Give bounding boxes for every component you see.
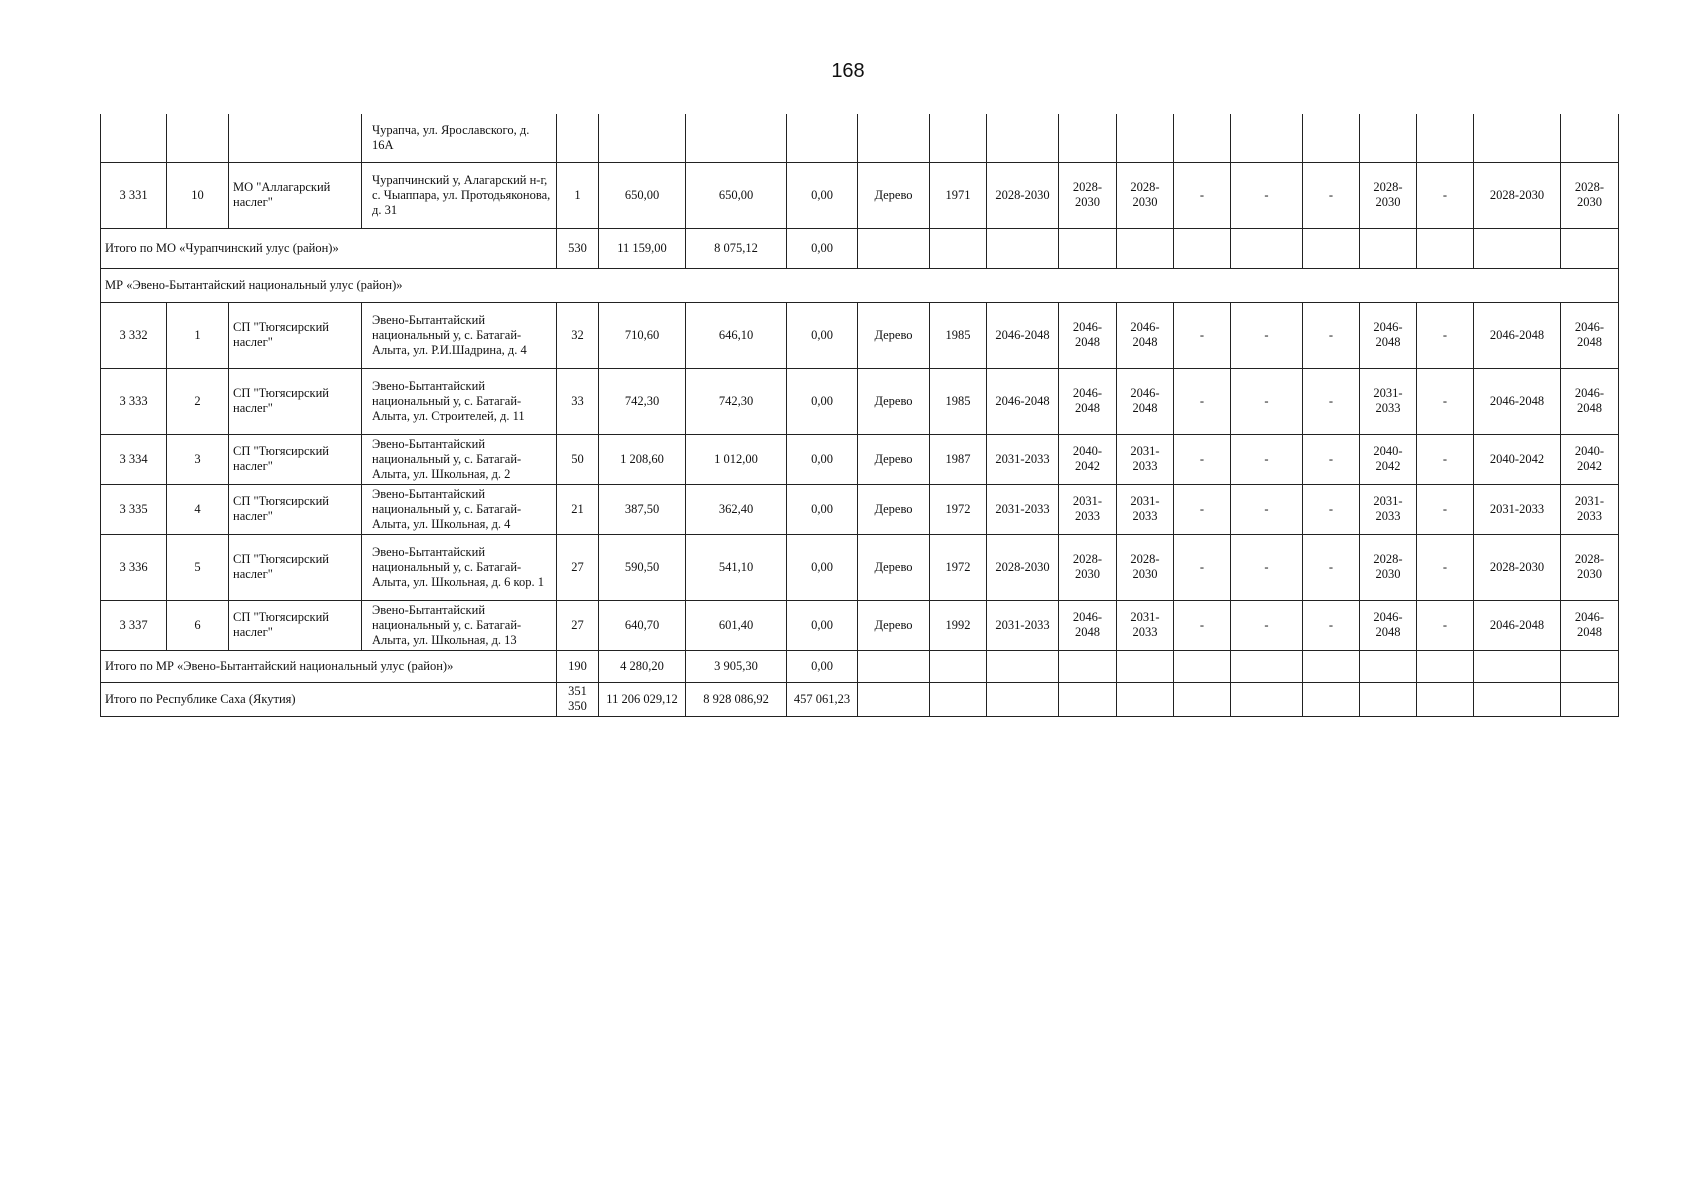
grand-total-total-area: 11 206 029,12 [599,682,686,716]
cell-period-6: - [1303,600,1360,650]
cell-total-area: 590,50 [599,534,686,600]
cell-period-4: - [1174,368,1231,434]
cell-emergency-area: 0,00 [787,484,858,534]
subtotal-total-area: 4 280,20 [599,650,686,682]
page-number: 168 [831,60,865,82]
cell-period-9: 2028-2030 [1474,534,1561,600]
cell-period-8: - [1417,600,1474,650]
cell-period-2: 2031-2033 [1059,484,1117,534]
cell-num: 1 [167,302,229,368]
cell-res-area: 646,10 [686,302,787,368]
cell-address: Эвено-Бытантайский национальный у, с. Батагай-Алыта, ул. Строителей, д. 11 [362,368,557,434]
cell-id: 3 331 [101,162,167,228]
cell-residents: 50 [557,434,599,484]
cell-emergency-area: 0,00 [787,600,858,650]
cell-period-1: 2031-2033 [987,600,1059,650]
cell-period-2: 2046-2048 [1059,600,1117,650]
cell-wall-material: Дерево [858,534,930,600]
housing-register-table [100,114,1619,717]
cell-period-10: 2028-2030 [1561,162,1619,228]
cell-total-area: 650,00 [599,162,686,228]
cell-mo: СП "Тюгясирский наслег" [229,302,362,368]
grand-total-res-area: 8 928 086,92 [686,682,787,716]
subtotal-residents: 190 [557,650,599,682]
cell-period-6: - [1303,162,1360,228]
cell-address: Эвено-Бытантайский национальный у, с. Батагай-Алыта, ул. Школьная, д. 6 кор. 1 [362,534,557,600]
subtotal-res-area: 3 905,30 [686,650,787,682]
cell-num: 10 [167,162,229,228]
cell-period-3: 2031-2033 [1117,484,1174,534]
cell-res-area: 1 012,00 [686,434,787,484]
cell-period-10: 2031-2033 [1561,484,1619,534]
table-row [101,484,1619,534]
cell-period-10: 2040-2042 [1561,434,1619,484]
cell-total-area: 387,50 [599,484,686,534]
table-row-continuation [101,114,1619,162]
cell-period-9: 2028-2030 [1474,162,1561,228]
cell-year: 1992 [930,600,987,650]
cell-year: 1971 [930,162,987,228]
cell-emergency-area: 0,00 [787,534,858,600]
cell-id: 3 333 [101,368,167,434]
cell-period-7: 2040-2042 [1360,434,1417,484]
cell-period-3: 2031-2033 [1117,600,1174,650]
cell-period-5: - [1231,600,1303,650]
cell-period-1: 2031-2033 [987,484,1059,534]
cell-id: 3 335 [101,484,167,534]
cell-total-area: 1 208,60 [599,434,686,484]
cell-period-9: 2040-2042 [1474,434,1561,484]
cell-year: 1985 [930,302,987,368]
cell-mo: СП "Тюгясирский наслег" [229,484,362,534]
cell-period-10: 2028-2030 [1561,534,1619,600]
region-header: МР «Эвено-Бытантайский национальный улус (район)» [101,268,1619,302]
cell-id: 3 334 [101,434,167,484]
cell-year: 1972 [930,534,987,600]
cell-address: Эвено-Бытантайский национальный у, с. Батагай-Алыта, ул. Школьная, д. 4 [362,484,557,534]
cell-res-area: 541,10 [686,534,787,600]
cell-emergency-area: 0,00 [787,302,858,368]
cell-period-7: 2028-2030 [1360,162,1417,228]
cell-id [101,114,167,162]
cell-period-7: 2046-2048 [1360,600,1417,650]
cell-period-3: 2031-2033 [1117,434,1174,484]
cell-mo: СП "Тюгясирский наслег" [229,600,362,650]
cell-period-8: - [1417,162,1474,228]
table-row [101,534,1619,600]
cell-period-2: 2046-2048 [1059,368,1117,434]
cell-period-7: 2031-2033 [1360,368,1417,434]
cell-total-area: 742,30 [599,368,686,434]
grand-total-residents: 351 350 [557,682,599,716]
cell-residents: 21 [557,484,599,534]
cell-period-4: - [1174,534,1231,600]
cell-period-4: - [1174,434,1231,484]
subtotal-residents: 530 [557,228,599,268]
cell-res-area: 742,30 [686,368,787,434]
cell-period-8: - [1417,302,1474,368]
cell-num: 5 [167,534,229,600]
subtotal-total-area: 11 159,00 [599,228,686,268]
cell-period-9: 2031-2033 [1474,484,1561,534]
cell-id: 3 336 [101,534,167,600]
cell-period-6: - [1303,534,1360,600]
cell-period-6: - [1303,484,1360,534]
cell-period-4: - [1174,162,1231,228]
cell-wall-material: Дерево [858,434,930,484]
cell-period-5: - [1231,484,1303,534]
subtotal-emergency-area: 0,00 [787,228,858,268]
cell-residents: 1 [557,162,599,228]
cell-period-5: - [1231,434,1303,484]
cell-address: Эвено-Бытантайский национальный у, с. Батагай-Алыта, ул. Школьная, д. 13 [362,600,557,650]
cell-id: 3 332 [101,302,167,368]
cell-period-6: - [1303,302,1360,368]
cell-mo: СП "Тюгясирский наслег" [229,434,362,484]
cell-num [167,114,229,162]
region-header-row [101,268,1619,302]
cell-mo: МО "Аллагарский наслег" [229,162,362,228]
cell-wall-material: Дерево [858,368,930,434]
subtotal-label: Итого по МР «Эвено-Бытантайский национальный улус (район)» [101,650,557,682]
table-row [101,302,1619,368]
cell-period-1: 2028-2030 [987,162,1059,228]
table-row [101,368,1619,434]
subtotal-row [101,650,1619,682]
cell-period-9: 2046-2048 [1474,600,1561,650]
cell-period-4: - [1174,484,1231,534]
cell-res-area: 650,00 [686,162,787,228]
table-row [101,434,1619,484]
table-body [101,114,1619,716]
cell-period-7: 2046-2048 [1360,302,1417,368]
cell-period-1: 2046-2048 [987,368,1059,434]
cell-year: 1987 [930,434,987,484]
cell-wall-material: Дерево [858,600,930,650]
cell-emergency-area: 0,00 [787,368,858,434]
cell-period-1: 2028-2030 [987,534,1059,600]
cell-residents: 27 [557,600,599,650]
cell-period-5: - [1231,302,1303,368]
cell-address: Эвено-Бытантайский национальный у, с. Батагай-Алыта, ул. Школьная, д. 2 [362,434,557,484]
cell-period-8: - [1417,434,1474,484]
cell-period-7: 2028-2030 [1360,534,1417,600]
cell-year: 1972 [930,484,987,534]
cell-residents: 33 [557,368,599,434]
cell-mo: СП "Тюгясирский наслег" [229,534,362,600]
cell-period-8: - [1417,534,1474,600]
cell-emergency-area: 0,00 [787,434,858,484]
cell-period-5: - [1231,162,1303,228]
cell-emergency-area: 0,00 [787,162,858,228]
cell-num: 2 [167,368,229,434]
cell-period-10: 2046-2048 [1561,302,1619,368]
cell-year: 1985 [930,368,987,434]
cell-total-area: 640,70 [599,600,686,650]
table-row [101,600,1619,650]
cell-period-2: 2028-2030 [1059,534,1117,600]
cell-period-8: - [1417,368,1474,434]
subtotal-label: Итого по МО «Чурапчинский улус (район)» [101,228,557,268]
table-row [101,162,1619,228]
cell-num: 3 [167,434,229,484]
cell-period-2: 2028-2030 [1059,162,1117,228]
cell-num: 4 [167,484,229,534]
cell-total-area: 710,60 [599,302,686,368]
cell-residents: 27 [557,534,599,600]
grand-total-row [101,682,1619,716]
cell-period-5: - [1231,534,1303,600]
cell-period-3: 2046-2048 [1117,302,1174,368]
cell-period-8: - [1417,484,1474,534]
cell-wall-material: Дерево [858,484,930,534]
cell-address: Эвено-Бытантайский национальный у, с. Батагай-Алыта, ул. Р.И.Шадрина, д. 4 [362,302,557,368]
cell-period-9: 2046-2048 [1474,368,1561,434]
cell-period-3: 2046-2048 [1117,368,1174,434]
cell-address: Чурапчинский у, Алагарский н-г, с. Чыаппара, ул. Протодьяконова, д. 31 [362,162,557,228]
grand-total-emergency-area: 457 061,23 [787,682,858,716]
cell-period-6: - [1303,368,1360,434]
cell-period-4: - [1174,302,1231,368]
subtotal-emergency-area: 0,00 [787,650,858,682]
cell-period-4: - [1174,600,1231,650]
cell-wall-material: Дерево [858,302,930,368]
cell-period-7: 2031-2033 [1360,484,1417,534]
cell-period-9: 2046-2048 [1474,302,1561,368]
cell-id: 3 337 [101,600,167,650]
cell-address: Чурапча, ул. Ярославского, д. 16А [362,114,557,162]
cell-period-3: 2028-2030 [1117,534,1174,600]
cell-period-3: 2028-2030 [1117,162,1174,228]
cell-num: 6 [167,600,229,650]
cell-period-2: 2040-2042 [1059,434,1117,484]
cell-residents: 32 [557,302,599,368]
cell-mo [229,114,362,162]
cell-period-6: - [1303,434,1360,484]
subtotal-res-area: 8 075,12 [686,228,787,268]
cell-period-1: 2031-2033 [987,434,1059,484]
cell-period-10: 2046-2048 [1561,368,1619,434]
cell-period-2: 2046-2048 [1059,302,1117,368]
cell-res-area: 601,40 [686,600,787,650]
cell-mo: СП "Тюгясирский наслег" [229,368,362,434]
cell-wall-material: Дерево [858,162,930,228]
grand-total-label: Итого по Республике Саха (Якутия) [101,682,557,716]
cell-period-10: 2046-2048 [1561,600,1619,650]
cell-period-1: 2046-2048 [987,302,1059,368]
cell-period-5: - [1231,368,1303,434]
subtotal-row [101,228,1619,268]
cell-res-area: 362,40 [686,484,787,534]
